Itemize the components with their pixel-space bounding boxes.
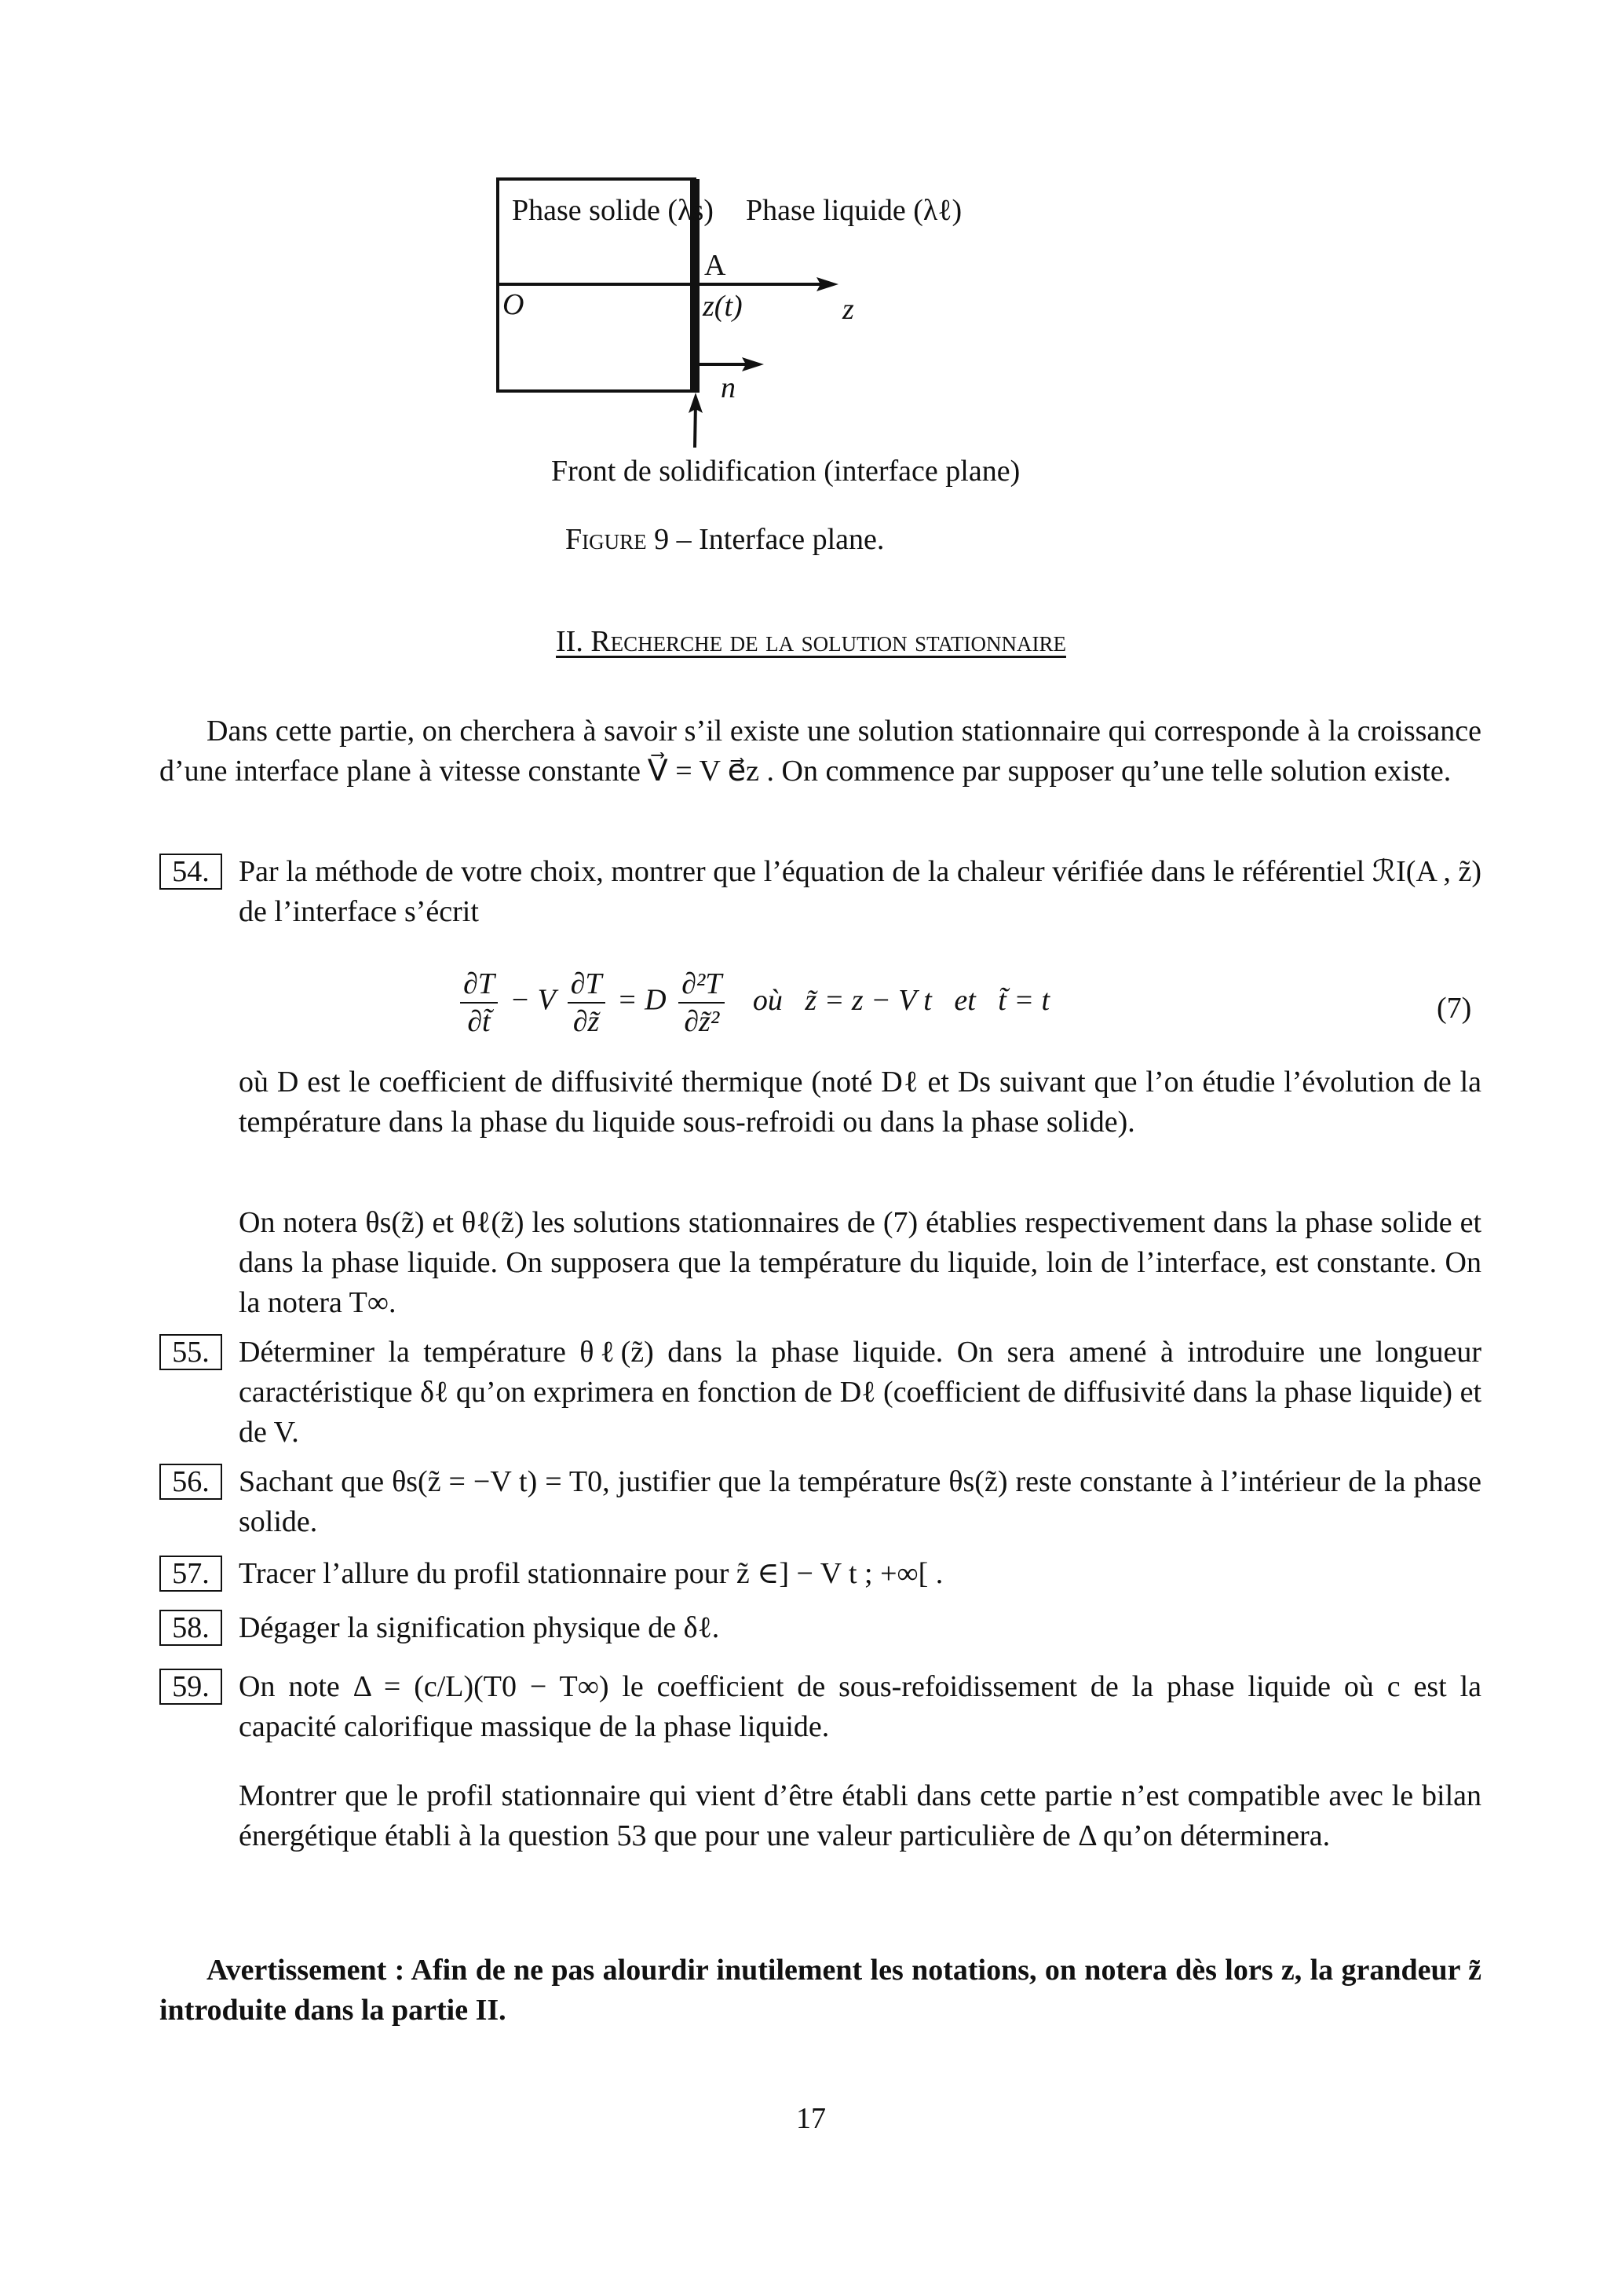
- question-57-text: Tracer l’allure du profil stationnaire pour z̃ ∈] − V t ; +∞[ .: [239, 1557, 944, 1590]
- front-label: Front de solidification (interface plane): [551, 455, 1021, 488]
- numerator: ∂T: [568, 966, 605, 1004]
- section-title: II. Recherche de la solution stationnaire: [556, 625, 1066, 658]
- question-number-58: 58.: [159, 1610, 222, 1646]
- equation-number: (7): [1437, 992, 1472, 1025]
- equals-d: = D: [617, 983, 667, 1017]
- question-number-57: 57.: [159, 1556, 222, 1592]
- fraction-d2z: [678, 966, 725, 1040]
- denominator: ∂z̃²: [684, 1005, 720, 1038]
- question-number-55: 55.: [159, 1334, 222, 1370]
- normal-vector-label: n⃗: [721, 371, 759, 404]
- question-59-text: On note Δ = (c/L)(T0 − T∞) le coefficient de sous-refoidissement de la phase liquide où c est la capacité calorifique massique de la phase liquide.: [239, 1670, 1481, 1743]
- diffusivity-paragraph: où D est le coefficient de diffusivité thermique (noté Dℓ et Ds suivant que l’on étudie l’évolution de la température dans la phase du liquide sous-refroidi ou dans la phase solide).: [239, 1066, 1481, 1139]
- page-number: 17: [796, 2102, 826, 2135]
- heat-equation: [455, 966, 1050, 1040]
- numerator: ∂T: [460, 966, 498, 1004]
- denominator: ∂z̃: [572, 1005, 600, 1038]
- intro-paragraph: Dans cette partie, on cherchera à savoir s’il existe une solution stationnaire qui corresponde à la croissance d’une interface plane à vitesse constante V⃗ = V e⃗z . On commence par supposer qu’une telle solution existe.: [159, 715, 1481, 788]
- numerator: ∂²T: [678, 966, 725, 1004]
- point-a-label: A: [704, 249, 726, 282]
- question-number-59: 59.: [159, 1669, 222, 1705]
- question-number-56: 56.: [159, 1464, 222, 1500]
- solid-phase-label: Phase solide (λs): [512, 194, 714, 227]
- question-54-text: Par la méthode de votre choix, montrer que l’équation de la chaleur vérifiée dans le référentiel ℛI(A , z̃) de l’interface s’écrit: [239, 855, 1481, 928]
- minus-v: − V: [510, 983, 556, 1017]
- denominator: ∂t̃: [467, 1005, 491, 1038]
- fraction-dt: [460, 966, 498, 1040]
- question-55-text: Déterminer la température θℓ(z̃) dans la phase liquide. On sera amené à introduire une longueur caractéristique δℓ qu’on exprimera en fonction de Dℓ (coefficient de diffusivité dans la phase liquide) et de V.: [239, 1336, 1481, 1449]
- origin-label: O: [502, 288, 524, 321]
- interface-position-label: z(t): [703, 290, 743, 323]
- notation-paragraph: On notera θs(z̃) et θℓ(z̃) les solutions stationnaires de (7) établies respectivement dans la phase solide et dans la phase liquide. On supposera que la température du liquide, loin de l’interface, est constante. On la notera T∞.: [239, 1206, 1481, 1319]
- question-number-54: 54.: [159, 854, 222, 890]
- equation-condition: où z̃ = z − V t et t̃ = t: [752, 983, 1050, 1017]
- figure-caption: [565, 522, 884, 557]
- z-axis-label: z: [842, 293, 854, 326]
- fraction-dz: [568, 966, 605, 1040]
- warning-paragraph: Avertissement : Afin de ne pas alourdir inutilement les notations, on notera dès lors z, la grandeur z̃ introduite dans la partie II.: [159, 1954, 1481, 2027]
- liquid-phase-label: Phase liquide (λℓ): [746, 194, 963, 227]
- question-56-text: Sachant que θs(z̃ = −V t) = T0, justifier que la température θs(z̃) reste constante à l’intérieur de la phase solide.: [239, 1465, 1481, 1538]
- caption-prefix: Figure: [565, 523, 647, 556]
- caption-text: 9 – Interface plane.: [654, 523, 885, 556]
- question-58-text: Dégager la signification physique de δℓ.: [239, 1611, 720, 1644]
- question-59-followup: Montrer que le profil stationnaire qui vient d’être établi dans cette partie n’est compatible avec le bilan énergétique établi à la question 53 que pour une valeur particulière de Δ qu’on déterminera.: [239, 1779, 1481, 1852]
- section-heading: [0, 622, 1622, 661]
